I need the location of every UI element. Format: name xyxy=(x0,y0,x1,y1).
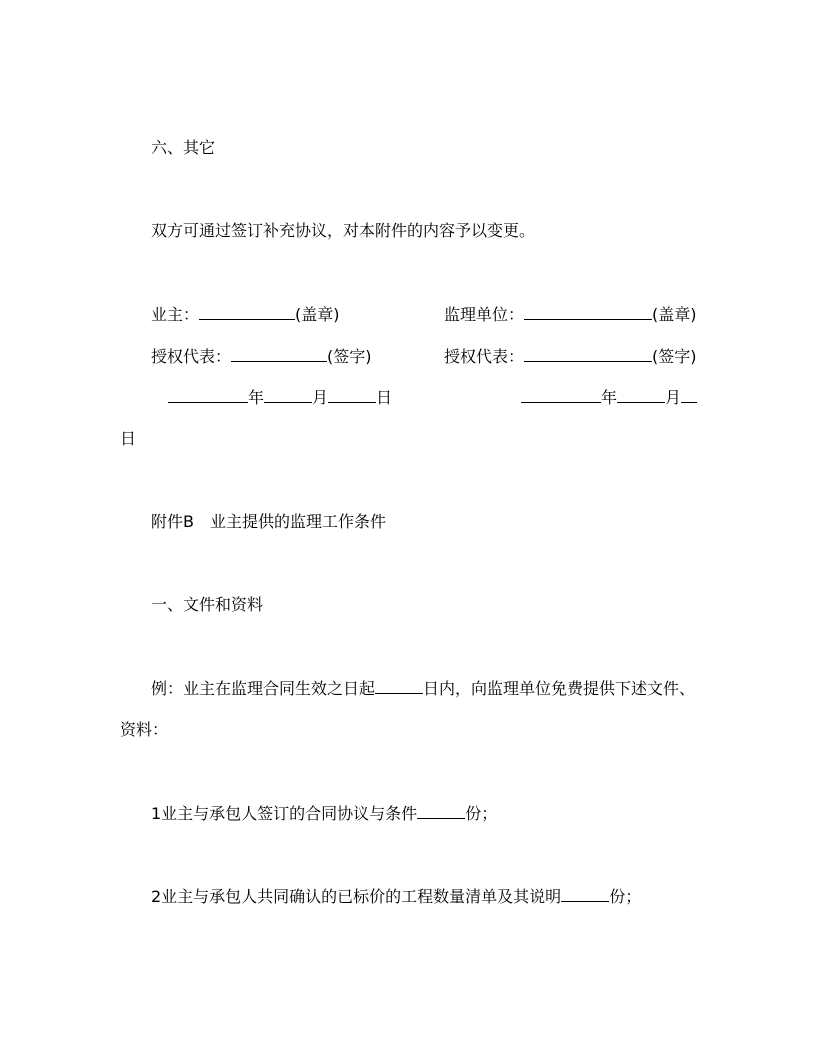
example-text-part2: 日内，向监理单位免费提供下述文件、 xyxy=(423,679,696,698)
item-1-unit: 份； xyxy=(465,804,498,823)
rep-sign-right: (签字) xyxy=(652,347,697,366)
section-6-text: 双方可通过签订补充协议，对本附件的内容予以变更。 xyxy=(151,221,536,240)
rep-row-left xyxy=(151,346,372,367)
month-label-left: 月 xyxy=(312,388,329,407)
owner-seal-row xyxy=(151,304,340,325)
appendix-b-example xyxy=(151,678,695,699)
supervisor-label: 监理单位： xyxy=(444,305,525,324)
appendix-b-item-2 xyxy=(151,886,641,907)
item-2-blank xyxy=(561,886,609,902)
rep-blank-right xyxy=(524,346,652,362)
supervisor-blank xyxy=(524,304,652,320)
appendix-b-item-1 xyxy=(151,803,497,824)
example-text-part1: 例：业主在监理合同生效之日起 xyxy=(151,679,376,698)
rep-blank-left xyxy=(231,346,327,362)
day-label-left: 日 xyxy=(376,388,393,407)
year-blank-left xyxy=(168,387,248,403)
appendix-b-title: 附件B 业主提供的监理工作条件 xyxy=(151,512,386,531)
rep-row-right xyxy=(444,346,697,367)
month-blank-right xyxy=(617,387,665,403)
month-blank-left xyxy=(264,387,312,403)
owner-label: 业主： xyxy=(151,305,200,324)
appendix-b-section-1-heading: 一、文件和资料 xyxy=(151,595,264,614)
year-blank-right xyxy=(521,387,601,403)
year-label-left: 年 xyxy=(248,388,265,407)
day-blank-left xyxy=(328,387,376,403)
appendix-b-example-wrap: 资料： xyxy=(120,720,169,739)
days-blank xyxy=(375,678,423,694)
supervisor-seal-row xyxy=(444,304,697,325)
month-label-right: 月 xyxy=(665,388,682,407)
rep-sign-left: (签字) xyxy=(327,347,372,366)
item-1-text: 1业主与承包人签订的合同协议与条件 xyxy=(151,804,418,823)
date-row-right xyxy=(521,387,697,408)
day-blank-right xyxy=(681,387,697,403)
day-label-wrapped: 日 xyxy=(120,429,137,448)
rep-label-left: 授权代表： xyxy=(151,347,232,366)
rep-label-right: 授权代表： xyxy=(444,347,525,366)
supervisor-seal: (盖章) xyxy=(652,305,697,324)
date-row-left xyxy=(168,387,392,408)
item-1-blank xyxy=(417,803,465,819)
owner-blank xyxy=(199,304,295,320)
owner-seal: (盖章) xyxy=(295,305,340,324)
item-2-text: 2业主与承包人共同确认的已标价的工程数量清单及其说明 xyxy=(151,887,562,906)
section-6-heading: 六、其它 xyxy=(151,138,216,157)
item-2-unit: 份； xyxy=(609,887,642,906)
year-label-right: 年 xyxy=(601,388,618,407)
